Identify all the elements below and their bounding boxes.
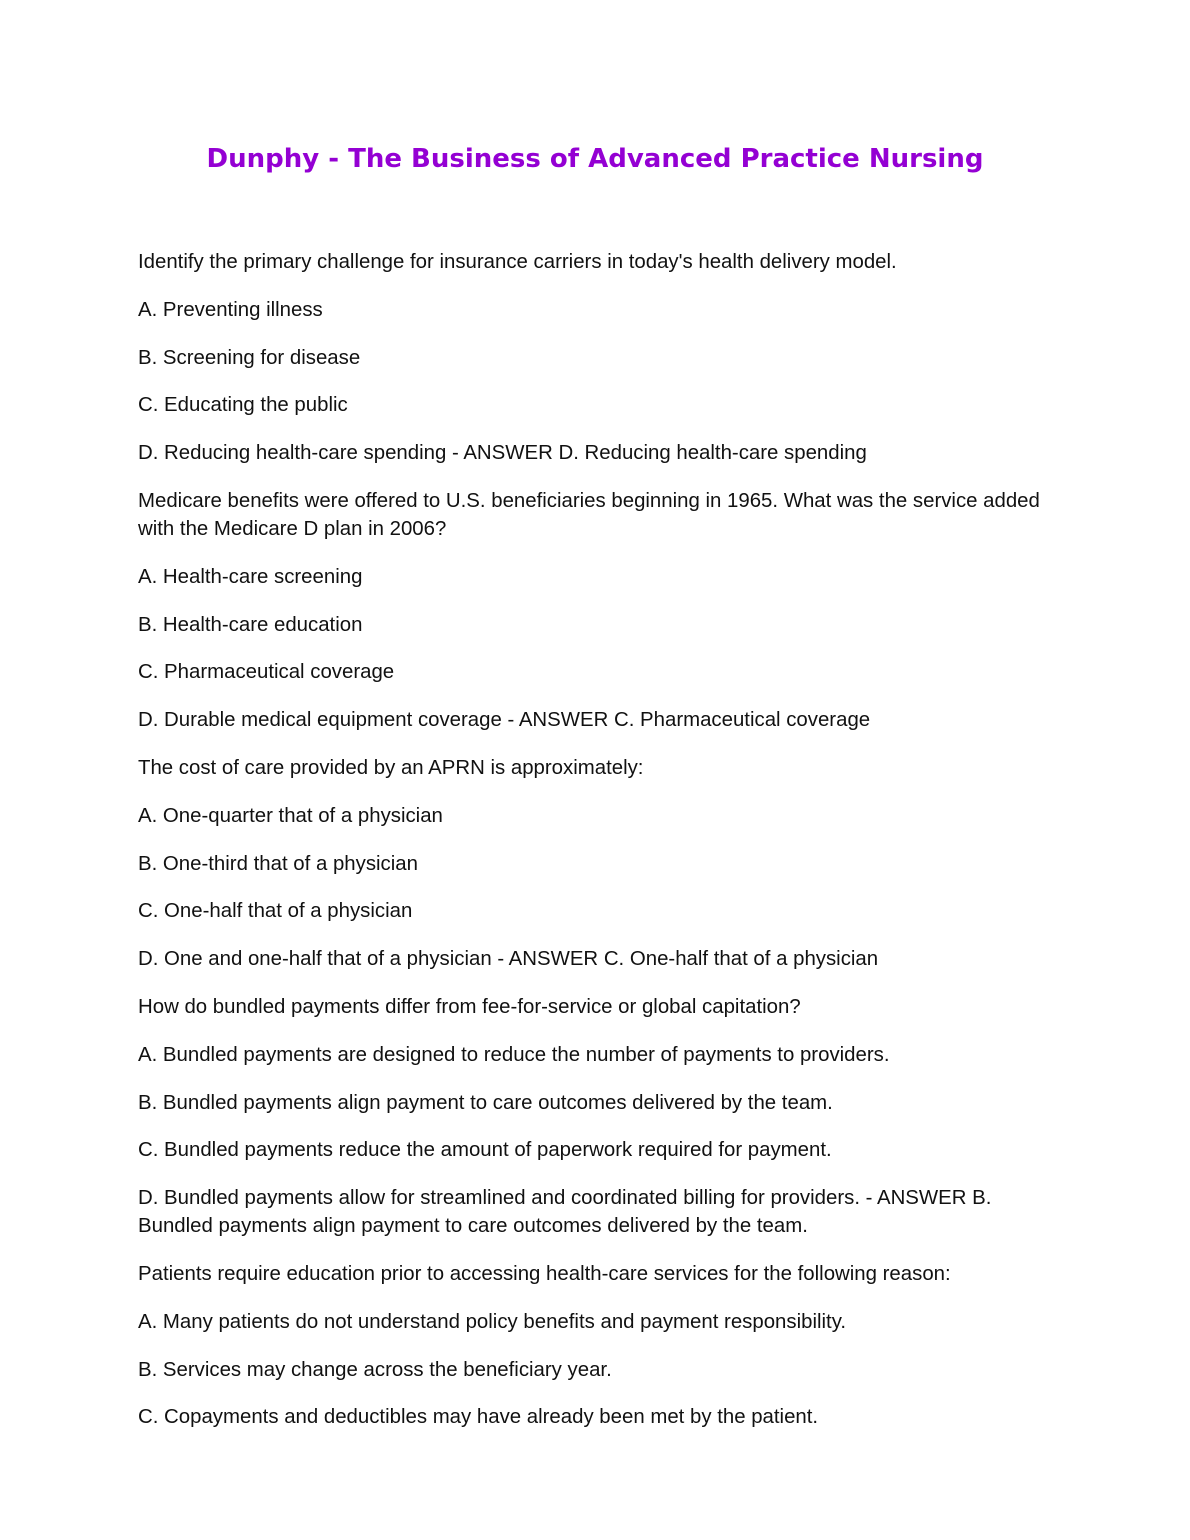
document-title: Dunphy - The Business of Advanced Practice Nursing xyxy=(206,144,984,174)
question-5-option-a: A. Many patients do not understand policy benefits and payment responsibility. xyxy=(138,1310,847,1333)
question-3-option-a: A. One-quarter that of a physician xyxy=(138,804,443,827)
question-1-option-c: C. Educating the public xyxy=(138,394,348,417)
question-4-option-b: B. Bundled payments align payment to care outcomes delivered by the team. xyxy=(138,1091,833,1114)
question-3-option-b: B. One-third that of a physician xyxy=(138,852,418,875)
question-3-option-d-answer: D. One and one-half that of a physician - ANSWER C. One-half that of a physician xyxy=(138,948,879,971)
question-5-option-c: C. Copayments and deductibles may have already been met by the patient. xyxy=(138,1406,819,1429)
question-2-option-b: B. Health-care education xyxy=(138,613,363,636)
question-4-option-a: A. Bundled payments are designed to reduce the number of payments to providers. xyxy=(138,1043,890,1066)
question-4-prompt: How do bundled payments differ from fee-for-service or global capitation? xyxy=(138,995,801,1018)
question-4-option-c: C. Bundled payments reduce the amount of paperwork required for payment. xyxy=(138,1139,832,1162)
question-3-prompt: The cost of care provided by an APRN is approximately: xyxy=(138,756,644,779)
question-2-option-a: A. Health-care screening xyxy=(138,565,363,588)
document-body xyxy=(138,248,1048,1451)
question-2-option-c: C. Pharmaceutical coverage xyxy=(138,661,395,684)
question-5-prompt: Patients require education prior to accessing health-care services for the following reason: xyxy=(138,1262,951,1285)
question-1-option-d-answer: D. Reducing health-care spending - ANSWER D. Reducing health-care spending xyxy=(138,442,867,465)
question-4-option-d-answer: D. Bundled payments allow for streamlined and coordinated billing for providers. - ANSWER B. Bundled payments align payment to care outcomes delivered by the team. xyxy=(138,1187,992,1238)
question-2-prompt: Medicare benefits were offered to U.S. beneficiaries beginning in 1965. What was the service added with the Medicare D plan in 2006? xyxy=(138,489,1040,540)
question-1-option-b: B. Screening for disease xyxy=(138,346,361,369)
question-2-option-d-answer: D. Durable medical equipment coverage - ANSWER C. Pharmaceutical coverage xyxy=(138,709,871,732)
question-3-option-c: C. One-half that of a physician xyxy=(138,900,413,923)
question-1-option-a: A. Preventing illness xyxy=(138,298,323,321)
question-5-option-b: B. Services may change across the beneficiary year. xyxy=(138,1358,612,1381)
question-1-prompt: Identify the primary challenge for insurance carriers in today's health delivery model. xyxy=(138,251,897,273)
